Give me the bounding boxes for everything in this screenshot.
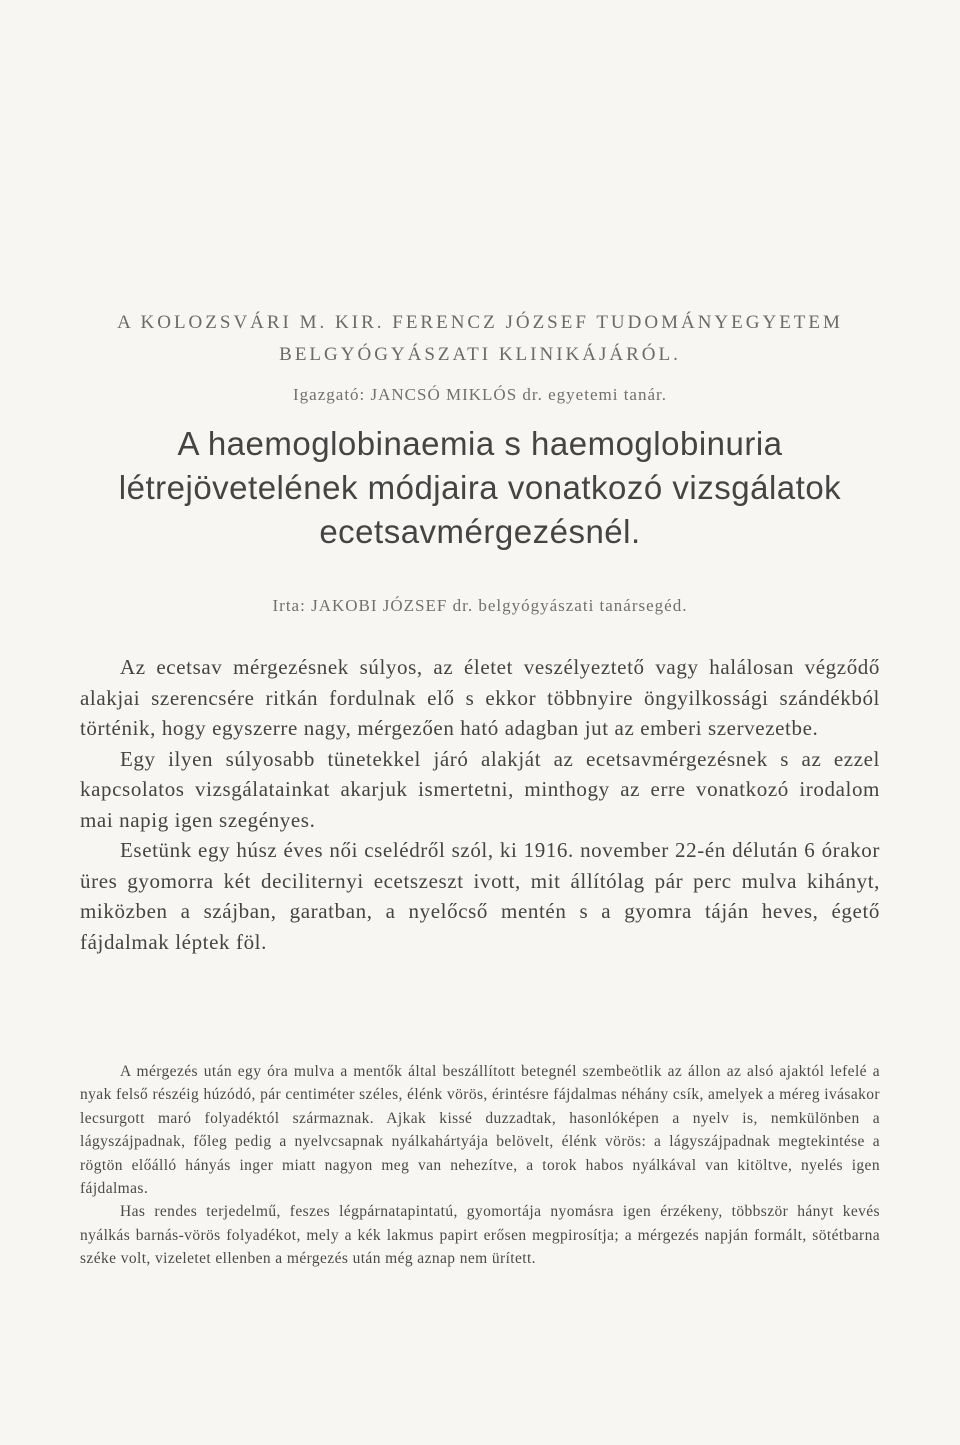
title-line-3: ecetsavmérgezésnél.	[319, 513, 641, 550]
author-line: Irta: JAKOBI JÓZSEF dr. belgyógyászati tanársegéd.	[272, 596, 688, 615]
small-paragraph-1: A mérgezés után egy óra mulva a mentők által beszállított betegnél szembeötlik az állon az alsó ajaktól lefelé a nyak felső részéig húzódó, pár centiméter széles, élénk vörös, érintésre fájdalmas néhány csík, amelyek a méreg ivásakor lecsurgott maró folyadéktól származnak. Ajkak kissé duzzadtak, hasonlóképen a nyelv is, nemkülönben a lágyszájpadnak, főleg pedig a nyelvcsapnak nyálkahártyája belövelt, élénk vörös: a lágyszájpadnak megtekintése a rögtön előálló hányás inger miatt nagyon meg van nehezítve, a torok habos nyálkával van kitöltve, nyelés igen fájdalmas.	[80, 1063, 880, 1198]
main-body	[80, 652, 880, 957]
case-description	[80, 1060, 880, 1271]
small-paragraph-2: Has rendes terjedelmű, feszes légpárnatapintatú, gyomortája nyomásra igen érzékeny, többször hányt kevés nyálkás barnás-vörös folyadékot, mely a kék lakmus papirt erősen megpirosítja; a mérgezés napján formált, sötétbarna széke volt, vizeletet ellenben a mérgezés után még aznap nem ürített.	[80, 1203, 880, 1268]
title-line-2: létrejövetelének módjaira vonatkozó vizsgálatok	[118, 469, 842, 506]
clinic-line-2: BELGYÓGYÁSZATI KLINIKÁJÁRÓL.	[279, 344, 681, 365]
body-paragraph-3: Esetünk egy húsz éves női cselédről szól, ki 1916. november 22-én délután 6 órakor üres gyomorra két deciliternyi ecetszeszt ivott, mit állítólag pár perc mulva kihányt, miközben a szájban, garatban, a nyelőcső mentén s a gyomra táján heves, égető fájdalmak léptek föl.	[80, 838, 880, 954]
director-line: Igazgató: JANCSÓ MIKLÓS dr. egyetemi tanár.	[293, 385, 667, 404]
body-paragraph-1: Az ecetsav mérgezésnek súlyos, az életet veszélyeztető vagy halálosan végződő alakjai szerencsére ritkán fordulnak elő s ekkor többnyire öngyilkossági szándékból történik, hogy egyszerre nagy, mérgezően ható adagban jut az emberi szervezetbe.	[80, 655, 880, 740]
title-line-1: A haemoglobinaemia s haemoglobinuria	[177, 425, 783, 462]
clinic-line-1: A KOLOZSVÁRI M. KIR. FERENCZ JÓZSEF TUDOMÁNYEGYETEM	[117, 312, 843, 333]
body-paragraph-2: Egy ilyen súlyosabb tünetekkel járó alakját az ecetsavmérgezésnek s az ezzel kapcsolatos vizsgálatainkat akarjuk ismertetni, minthogy az erre vonatkozó irodalom mai napig igen szegényes.	[80, 746, 880, 832]
